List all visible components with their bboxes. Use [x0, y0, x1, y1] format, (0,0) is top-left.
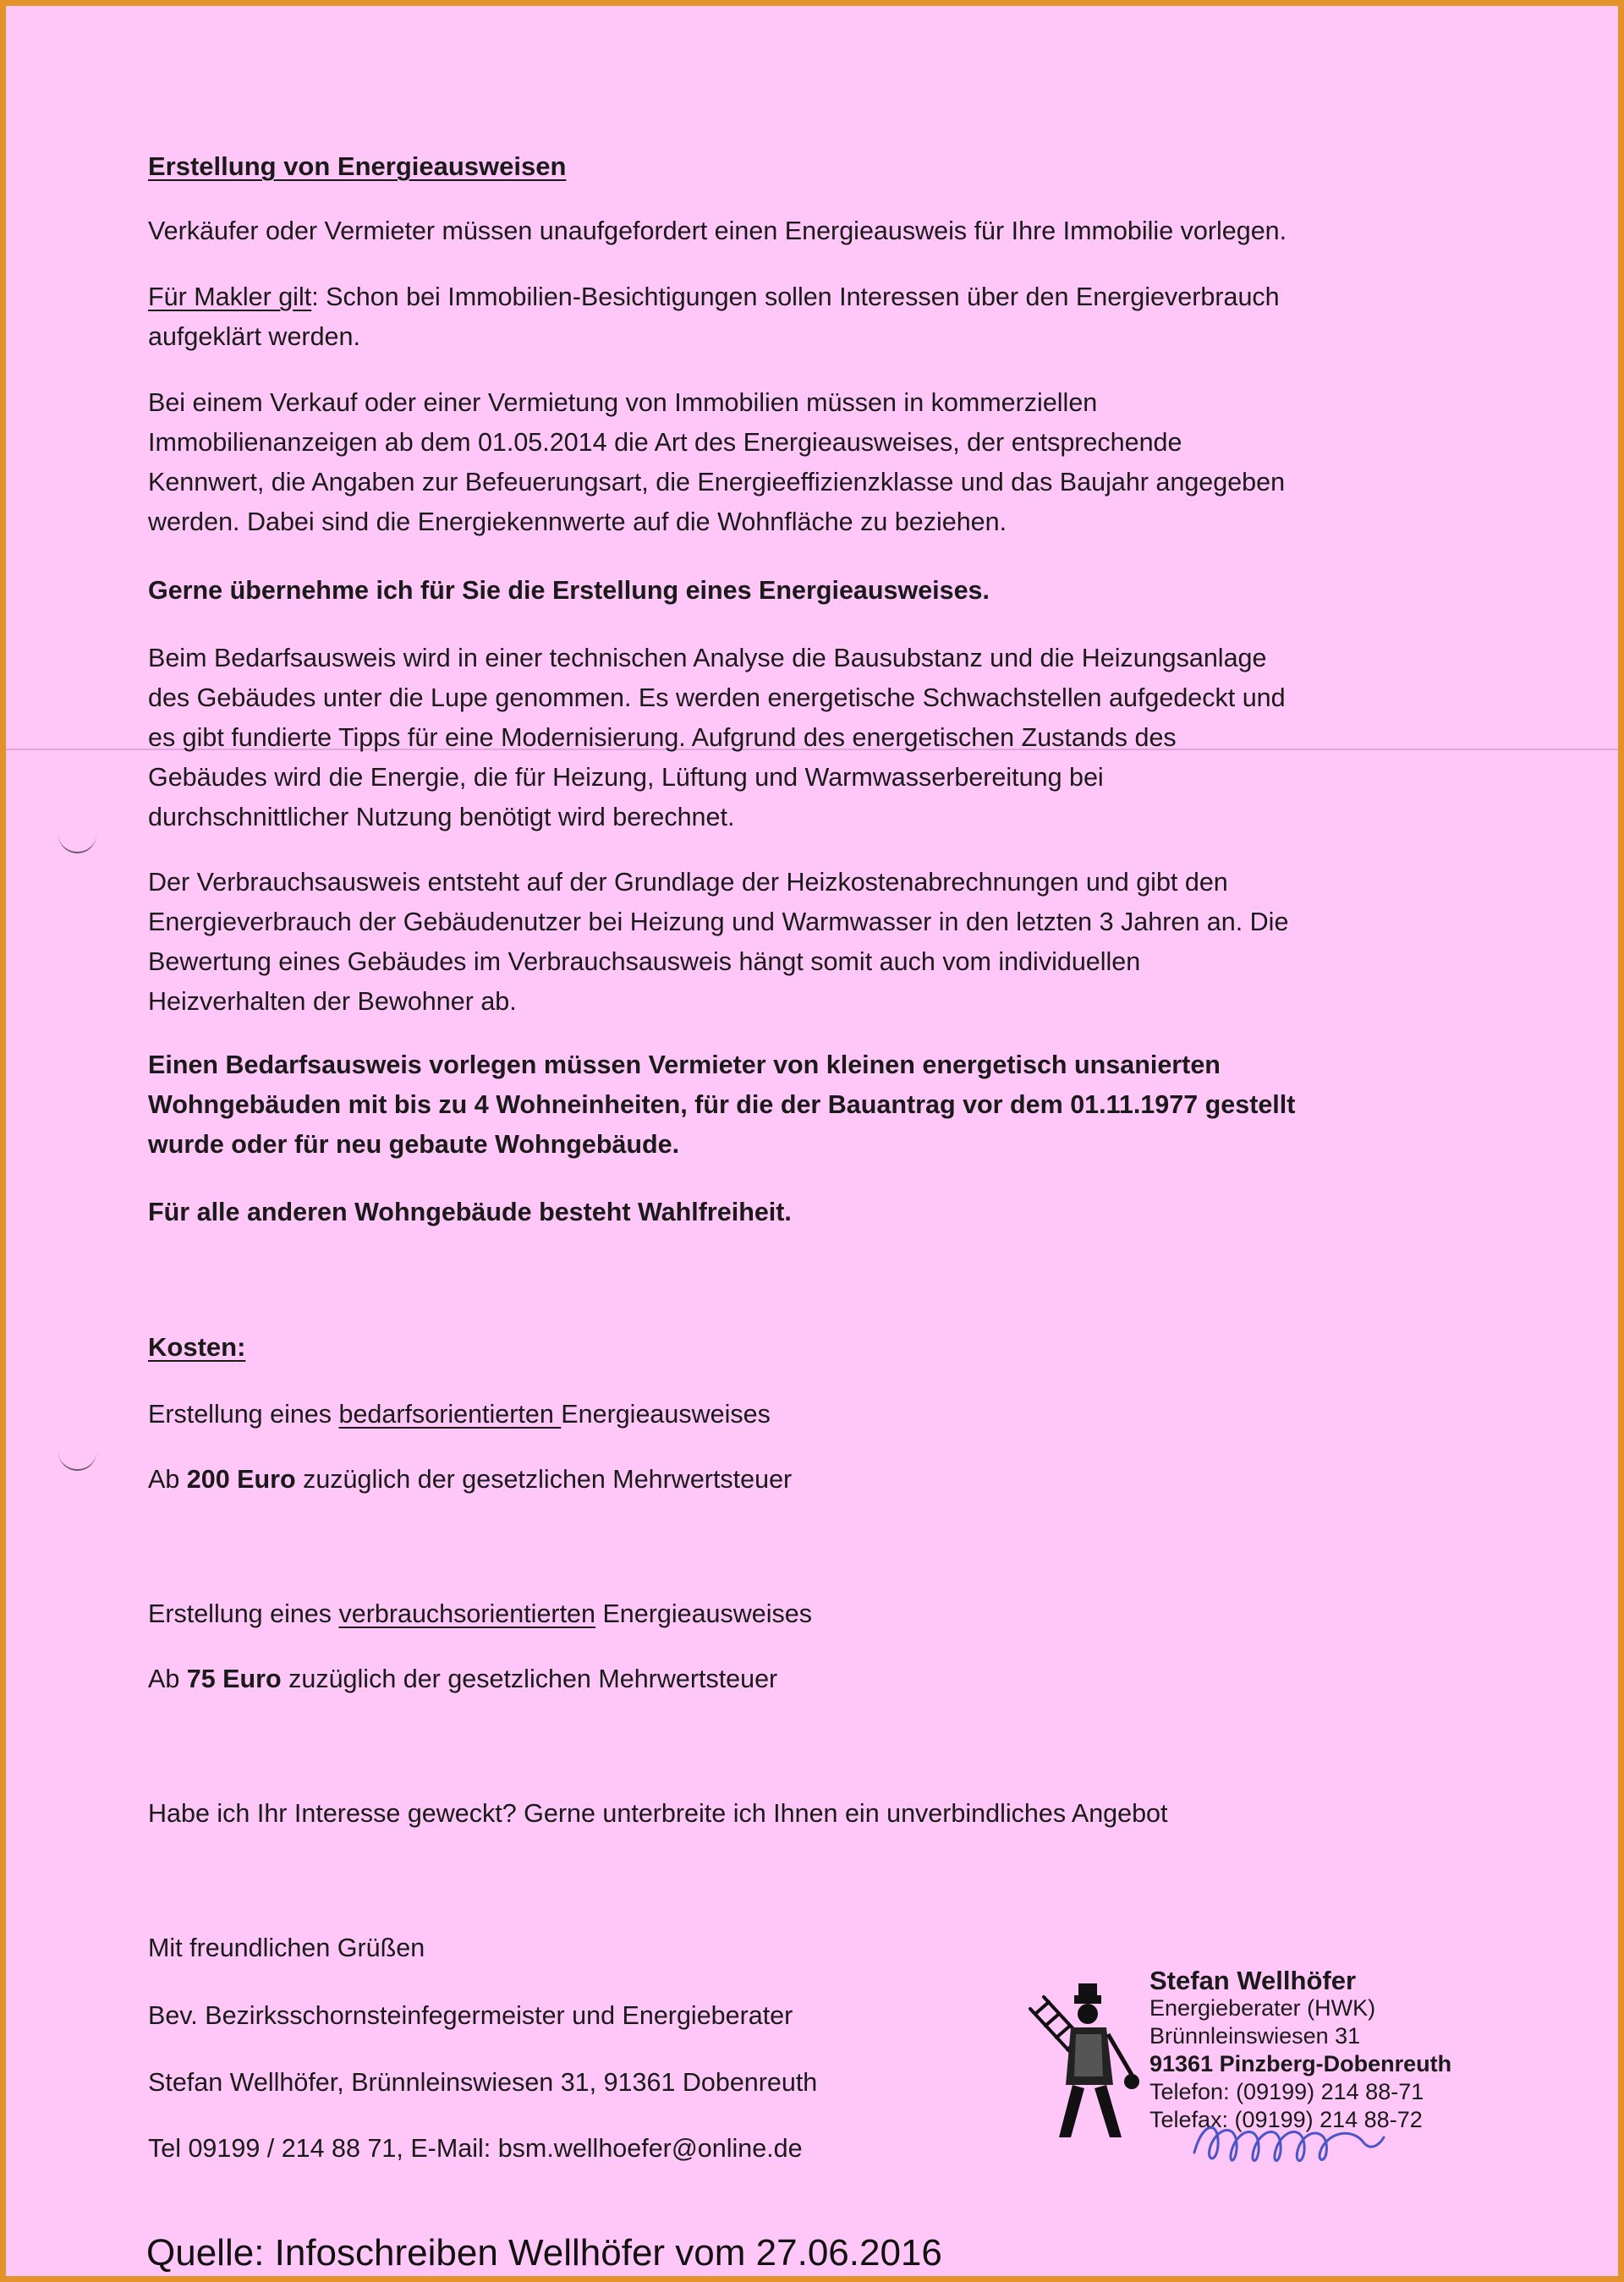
- price-prefix: Ab: [148, 1665, 187, 1693]
- cost-bedarf-suffix: Energieausweises: [561, 1400, 771, 1429]
- greeting: Mit freundlichen Grüßen: [148, 1934, 425, 1962]
- paragraph-bedarfsausweis-line: durchschnittlicher Nutzung benötigt wird berechnet.: [148, 803, 735, 831]
- sender-contact: Tel 09199 / 214 88 71, E-Mail: bsm.wellhoefer@online.de: [148, 2134, 803, 2163]
- stamp-fax: Telefax: (09199) 214 88-72: [1149, 2107, 1423, 2132]
- kosten-heading: Kosten:: [148, 1332, 246, 1362]
- price-verbrauch-amount: 75 Euro: [186, 1665, 282, 1693]
- stamp-street: Brünnleinswiesen 31: [1149, 2023, 1361, 2049]
- price-prefix: Ab: [148, 1465, 187, 1494]
- cost-bedarf-prefix: Erstellung eines: [148, 1400, 339, 1429]
- cost-bedarf-type: bedarfsorientierten: [338, 1400, 562, 1429]
- makler-label: Für Makler gilt: [148, 283, 312, 311]
- paragraph-bedarfsausweis-line: des Gebäudes unter die Lupe genommen. Es werden energetische Schwachstellen aufgedeckt und: [148, 683, 1286, 712]
- makler-text-1: : Schon bei Immobilien-Besichtigungen sollen Interessen über den Energieverbrauch: [311, 283, 1280, 311]
- cost-verbrauch-label: [148, 1594, 812, 1634]
- sender-title: Bev. Bezirksschornsteinfegermeister und Energieberater: [148, 2001, 793, 2030]
- closing-question: Habe ich Ihr Interesse geweckt? Gerne unterbreite ich Ihnen ein unverbindliches Angebot: [148, 1799, 1168, 1828]
- paragraph-ads-line: Bei einem Verkauf oder einer Vermietung von Immobilien müssen in kommerziellen: [148, 388, 1098, 417]
- paragraph-requirement-line: Einen Bedarfsausweis vorlegen müssen Vermieter von kleinen energetisch unsanierten: [148, 1050, 1221, 1079]
- stamp-name: Stefan Wellhöfer: [1149, 1966, 1357, 1995]
- price-suffix: zuzüglich der gesetzlichen Mehrwertsteuer: [281, 1665, 778, 1693]
- paragraph-verbrauchsausweis-line: Energieverbrauch der Gebäudenutzer bei Heizung und Warmwasser in den letzten 3 Jahren an. Die: [148, 908, 1289, 936]
- scan-mark: [58, 826, 96, 853]
- handwritten-signature: [1186, 2112, 1389, 2171]
- paragraph-verbrauchsausweis-line: Heizverhalten der Bewohner ab.: [148, 987, 517, 1016]
- paragraph-bedarfsausweis-line: es gibt fundierte Tipps für eine Modernisierung. Aufgrund des energetischen Zustands des: [148, 723, 1177, 752]
- paragraph-verbrauchsausweis-line: Der Verbrauchsausweis entsteht auf der Grundlage der Heizkostenabrechnungen und gibt den: [148, 868, 1228, 897]
- paragraph-makler-line2: aufgeklärt werden.: [148, 322, 360, 351]
- heading-energieausweise: Erstellung von Energieausweisen: [148, 151, 567, 181]
- cost-bedarf-label: [148, 1395, 771, 1434]
- stamp-role: Energieberater (HWK): [1149, 1995, 1376, 2021]
- paragraph-ads-line: Kennwert, die Angaben zur Befeuerungsart, die Energieeffizienzklasse und das Baujahr angegeben: [148, 468, 1286, 496]
- cost-bedarf-price: [148, 1460, 792, 1500]
- scan-mark: [58, 1444, 96, 1471]
- paragraph-ads-line: werden. Dabei sind die Energiekennwerte auf die Wohnfläche zu beziehen.: [148, 507, 1007, 536]
- paragraph-obligation: Verkäufer oder Vermieter müssen unaufgefordert einen Energieausweis für Ihre Immobilie vorlegen.: [148, 217, 1287, 245]
- stamp-text: [1149, 1967, 1451, 2134]
- paragraph-verbrauchsausweis-line: Bewertung eines Gebäudes im Verbrauchsausweis hängt somit auch vom individuellen: [148, 947, 1141, 976]
- sender-address: Stefan Wellhöfer, Brünnleinswiesen 31, 91361 Dobenreuth: [148, 2068, 818, 2097]
- paragraph-ads-line: Immobilienanzeigen ab dem 01.05.2014 die Art des Energieausweises, der entsprechende: [148, 428, 1182, 457]
- paragraph-bedarfsausweis-line: Gebäudes wird die Energie, die für Heizung, Lüftung und Warmwasserbereitung bei: [148, 763, 1104, 792]
- paragraph-requirement-line: wurde oder für neu gebaute Wohngebäude.: [148, 1130, 680, 1159]
- paragraph-bedarfsausweis-line: Beim Bedarfsausweis wird in einer technischen Analyse die Bausubstanz und die Heizungsanlage: [148, 644, 1267, 672]
- cost-verbrauch-price: [148, 1659, 777, 1699]
- stamp-city: 91361 Pinzberg-Dobenreuth: [1149, 2051, 1452, 2076]
- price-bedarf-amount: 200 Euro: [186, 1465, 296, 1494]
- offer-statement: Gerne übernehme ich für Sie die Erstellung eines Energieausweises.: [148, 576, 990, 605]
- paragraph-wahlfreiheit: Für alle anderen Wohngebäude besteht Wahlfreiheit.: [148, 1198, 792, 1226]
- chimney-sweep-with-ladder-icon: [1025, 1983, 1139, 2144]
- source-caption: Quelle: Infoschreiben Wellhöfer vom 27.06.2016: [146, 2232, 942, 2274]
- cost-verbrauch-type: verbrauchsorientierten: [338, 1599, 595, 1628]
- paragraph-makler: [148, 277, 1280, 317]
- cost-verbrauch-prefix: Erstellung eines: [148, 1599, 339, 1628]
- paragraph-requirement-line: Wohngebäuden mit bis zu 4 Wohneinheiten, für die der Bauantrag vor dem 01.11.1977 gestellt: [148, 1090, 1296, 1119]
- stamp-phone: Telefon: (09199) 214 88-71: [1149, 2079, 1424, 2104]
- cost-verbrauch-suffix: Energieausweises: [595, 1599, 812, 1628]
- price-suffix: zuzüglich der gesetzlichen Mehrwertsteuer: [295, 1465, 793, 1494]
